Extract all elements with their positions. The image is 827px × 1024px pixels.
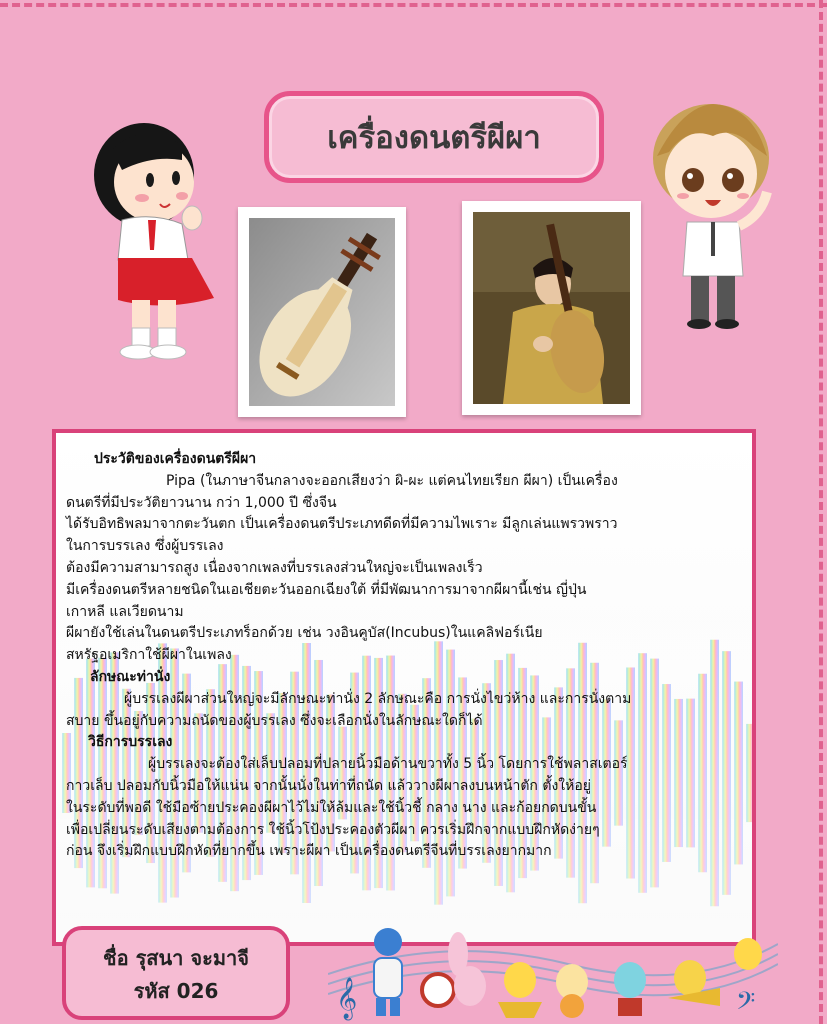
pipa-instrument-image bbox=[249, 218, 395, 406]
content-line: ผีผายังใช้เล่นในดนตรีประเภทร็อกด้วย เช่น วงอินคูบัส(Incubus)ในแคลิฟอร์เนีย bbox=[66, 625, 543, 642]
content-line: วิธีการบรรเลง bbox=[88, 734, 173, 751]
content-line: ต้องมีความสามารถสูง เนื่องจากเพลงที่บรรเลงส่วนใหญ่จะเป็นเพลงเร็ว bbox=[66, 559, 483, 576]
content-line: ดนตรีที่มีประวัติยาวนาน กว่า 1,000 ปี ซึ่งจีน bbox=[66, 494, 337, 511]
content-line: เพื่อเปลี่ยนระดับเสียงตามต้องการ ใช้นิ้วโป้งประคองตัวผีผา ควรเริ่มฝึกจากแบบฝึกหัดง่ายๆ bbox=[66, 821, 600, 838]
content-line: ในระดับที่พอดี ใช้มือซ้ายประคองผีผาไว้ไม่ให้ล้มและใช้นิ้วชี้ กลาง นาง และก้อยกดบนขั้น bbox=[66, 799, 597, 816]
title-box bbox=[264, 91, 604, 183]
content-line: สบาย ขึ้นอยู่กับความถนัดของผู้บรรเลง ซึ่งจะเลือกนั่งในลักษณะใดก็ได้ bbox=[66, 712, 483, 729]
pipa-player-image bbox=[473, 212, 630, 404]
content-box bbox=[52, 429, 756, 946]
pipa-instrument-photo bbox=[238, 207, 406, 417]
content-line: เกาหลี แลเวียดนาม bbox=[66, 603, 184, 620]
boy-character-illustration bbox=[643, 96, 783, 331]
svg-text:𝄢: 𝄢 bbox=[736, 987, 756, 1022]
author-box bbox=[62, 926, 290, 1020]
pipa-player-painting bbox=[462, 201, 641, 415]
svg-text:𝄞: 𝄞 bbox=[336, 978, 358, 1019]
content-line: ลักษณะท่านั่ง bbox=[90, 668, 171, 685]
top-dashed-border bbox=[0, 3, 827, 7]
content-line: ในการบรรเลง ซึ่งผู้บรรเลง bbox=[66, 538, 224, 555]
girl-character-illustration bbox=[82, 100, 222, 365]
music-band-illustration bbox=[328, 914, 778, 1024]
content-line: มีเครื่องดนตรีหลายชนิดในเอเชียตะวันออกเฉียงใต้ ที่มีพัฒนาการมาจากผีผานี้เช่น ญี่ปุ่น bbox=[66, 581, 587, 598]
content-line: ผู้บรรเลงผีผาส่วนใหญ่จะมีลักษณะท่านั่ง 2 ลักษณะคือ การนั่งไขว่ห้าง และการนั่งตาม bbox=[124, 690, 632, 707]
right-dashed-border bbox=[819, 0, 823, 1024]
content-text bbox=[66, 449, 756, 863]
content-line: กาวเล็บ ปลอมกับนิ้วมือให้แน่น จากนั้นนั่งในท่าที่ถนัด แล้ววางผีผาลงบนหน้าตัก ตั้งให้อยู่ bbox=[66, 777, 591, 794]
content-line: Pipa (ในภาษาจีนกลางจะออกเสียงว่า ผิ-ผะ แต่คนไทยเรียก ผีผา) เป็นเครื่อง bbox=[166, 472, 618, 489]
page-title: เครื่องดนตรีผีผา bbox=[327, 120, 541, 156]
content-line: ได้รับอิทธิพลมาจากตะวันตก เป็นเครื่องดนตรีประเภทดีดที่มีความไพเราะ มีลูกเล่นแพรวพราว bbox=[66, 516, 618, 533]
content-line: สหรัฐอเมริกาใช้ผีผาในเพลง bbox=[66, 647, 232, 664]
author-code: รหัส 026 bbox=[133, 979, 219, 1003]
content-line: ก่อน จึงเริ่มฝึกแบบฝึกหัดที่ยากขึ้น เพราะผีผา เป็นเครื่องดนตรีจีนที่บรรเลงยากมาก bbox=[66, 843, 552, 860]
content-line: ผู้บรรเลงจะต้องใส่เล็บปลอมที่ปลายนิ้วมือด้านขวาทั้ง 5 นิ้ว โดยการใช้พลาสเตอร์ bbox=[148, 756, 628, 773]
content-line: ประวัติของเครื่องดนตรีผีผา bbox=[94, 451, 257, 467]
author-name: ชื่อ รุสนา จะมาจี bbox=[103, 946, 249, 970]
